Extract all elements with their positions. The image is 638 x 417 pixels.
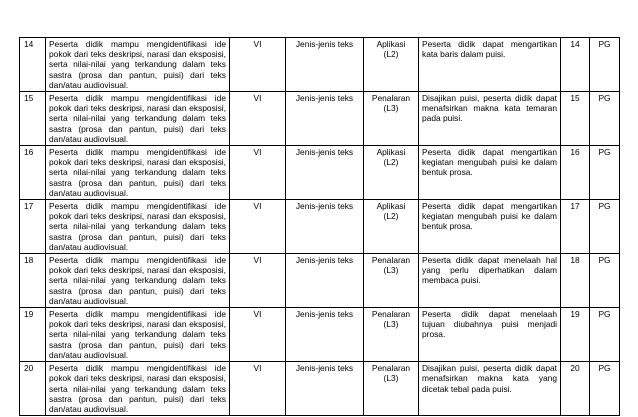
kisi-kisi-table	[19, 37, 620, 416]
nomor-soal-cell: 15	[561, 92, 590, 146]
indikator-cell: Peserta didik dapat mengartikan kegiatan mengubah puisi ke dalam bentuk prosa.	[419, 200, 561, 254]
table-row	[20, 362, 620, 416]
row-number: 16	[20, 146, 46, 200]
kelas-cell: VI	[230, 92, 286, 146]
bentuk-soal-cell: PG	[590, 146, 620, 200]
kelas-cell: VI	[230, 146, 286, 200]
nomor-soal-cell: 14	[561, 38, 590, 92]
kelas-cell: VI	[230, 308, 286, 362]
indikator-cell: Disajikan puisi, peserta didik dapat menafsirkan makna kata temaran pada puisi.	[419, 92, 561, 146]
nomor-soal-cell: 18	[561, 254, 590, 308]
indikator-cell: Peserta didik dapat mengartikan kegiatan mengubah puisi ke dalam bentuk prosa.	[419, 146, 561, 200]
bentuk-soal-cell: PG	[590, 308, 620, 362]
indikator-cell: Peserta didik dapat mengartikan kata baris dalam puisi.	[419, 38, 561, 92]
materi-cell: Jenis-jenis teks	[286, 200, 364, 254]
materi-cell: Jenis-jenis teks	[286, 146, 364, 200]
level-cell: Aplikasi (L2)	[364, 200, 419, 254]
kompetensi-cell: Peserta didik mampu mengidentifikasi ide pokok dari teks deskripsi, narasi dan eksposisi, serta nilai-nilai yang terkandung dalam teks sastra (prosa dan pantun, puisi) dari teks dan/atau audiovisual.	[46, 200, 230, 254]
table-row	[20, 146, 620, 200]
kelas-cell: VI	[230, 254, 286, 308]
level-cell: Penalaran (L3)	[364, 92, 419, 146]
table-body	[20, 38, 620, 416]
bentuk-soal-cell: PG	[590, 200, 620, 254]
table-row	[20, 38, 620, 92]
materi-cell: Jenis-jenis teks	[286, 92, 364, 146]
level-cell: Aplikasi (L2)	[364, 146, 419, 200]
nomor-soal-cell: 19	[561, 308, 590, 362]
materi-cell: Jenis-jenis teks	[286, 38, 364, 92]
row-number: 17	[20, 200, 46, 254]
level-cell: Penalaran (L3)	[364, 362, 419, 416]
materi-cell: Jenis-jenis teks	[286, 362, 364, 416]
row-number: 15	[20, 92, 46, 146]
nomor-soal-cell: 16	[561, 146, 590, 200]
bentuk-soal-cell: PG	[590, 254, 620, 308]
indikator-cell: Peserta didik dapat menelaah hal yang perlu diperhatikan dalam membaca puisi.	[419, 254, 561, 308]
kompetensi-cell: Peserta didik mampu mengidentifikasi ide pokok dari teks deskripsi, narasi dan eksposisi, serta nilai-nilai yang terkandung dalam teks sastra (prosa dan pantun, puisi) dari teks dan/atau audiovisual.	[46, 92, 230, 146]
kompetensi-cell: Peserta didik mampu mengidentifikasi ide pokok dari teks deskripsi, narasi dan eksposisi, serta nilai-nilai yang terkandung dalam teks sastra (prosa dan pantun, puisi) dari teks dan/atau audiovisual.	[46, 38, 230, 92]
bentuk-soal-cell: PG	[590, 92, 620, 146]
kelas-cell: VI	[230, 38, 286, 92]
kelas-cell: VI	[230, 362, 286, 416]
materi-cell: Jenis-jenis teks	[286, 308, 364, 362]
table-row	[20, 92, 620, 146]
kelas-cell: VI	[230, 200, 286, 254]
row-number: 18	[20, 254, 46, 308]
bentuk-soal-cell: PG	[590, 362, 620, 416]
row-number: 14	[20, 38, 46, 92]
level-cell: Aplikasi (L2)	[364, 38, 419, 92]
level-cell: Penalaran (L3)	[364, 254, 419, 308]
table-row	[20, 200, 620, 254]
row-number: 20	[20, 362, 46, 416]
kompetensi-cell: Peserta didik mampu mengidentifikasi ide pokok dari teks deskripsi, narasi dan eksposisi, serta nilai-nilai yang terkandung dalam teks sastra (prosa dan pantun, puisi) dari teks dan/atau audiovisual.	[46, 362, 230, 416]
kompetensi-cell: Peserta didik mampu mengidentifikasi ide pokok dari teks deskripsi, narasi dan eksposisi, serta nilai-nilai yang terkandung dalam teks sastra (prosa dan pantun, puisi) dari teks dan/atau audiovisual.	[46, 254, 230, 308]
indikator-cell: Disajikan puisi, peserta didik dapat menafsirkan makna kata yang dicetak tebal pada puisi.	[419, 362, 561, 416]
nomor-soal-cell: 20	[561, 362, 590, 416]
level-cell: Penalaran (L3)	[364, 308, 419, 362]
table-row	[20, 254, 620, 308]
bentuk-soal-cell: PG	[590, 38, 620, 92]
kompetensi-cell: Peserta didik mampu mengidentifikasi ide pokok dari teks deskripsi, narasi dan eksposisi, serta nilai-nilai yang terkandung dalam teks sastra (prosa dan pantun, puisi) dari teks dan/atau audiovisual.	[46, 146, 230, 200]
indikator-cell: Peserta didik dapat menelaah tujuan diubahnya puisi menjadi prosa.	[419, 308, 561, 362]
nomor-soal-cell: 17	[561, 200, 590, 254]
row-number: 19	[20, 308, 46, 362]
table-row	[20, 308, 620, 362]
kompetensi-cell: Peserta didik mampu mengidentifikasi ide pokok dari teks deskripsi, narasi dan eksposisi, serta nilai-nilai yang terkandung dalam teks sastra (prosa dan pantun, puisi) dari teks dan/atau audiovisual.	[46, 308, 230, 362]
materi-cell: Jenis-jenis teks	[286, 254, 364, 308]
